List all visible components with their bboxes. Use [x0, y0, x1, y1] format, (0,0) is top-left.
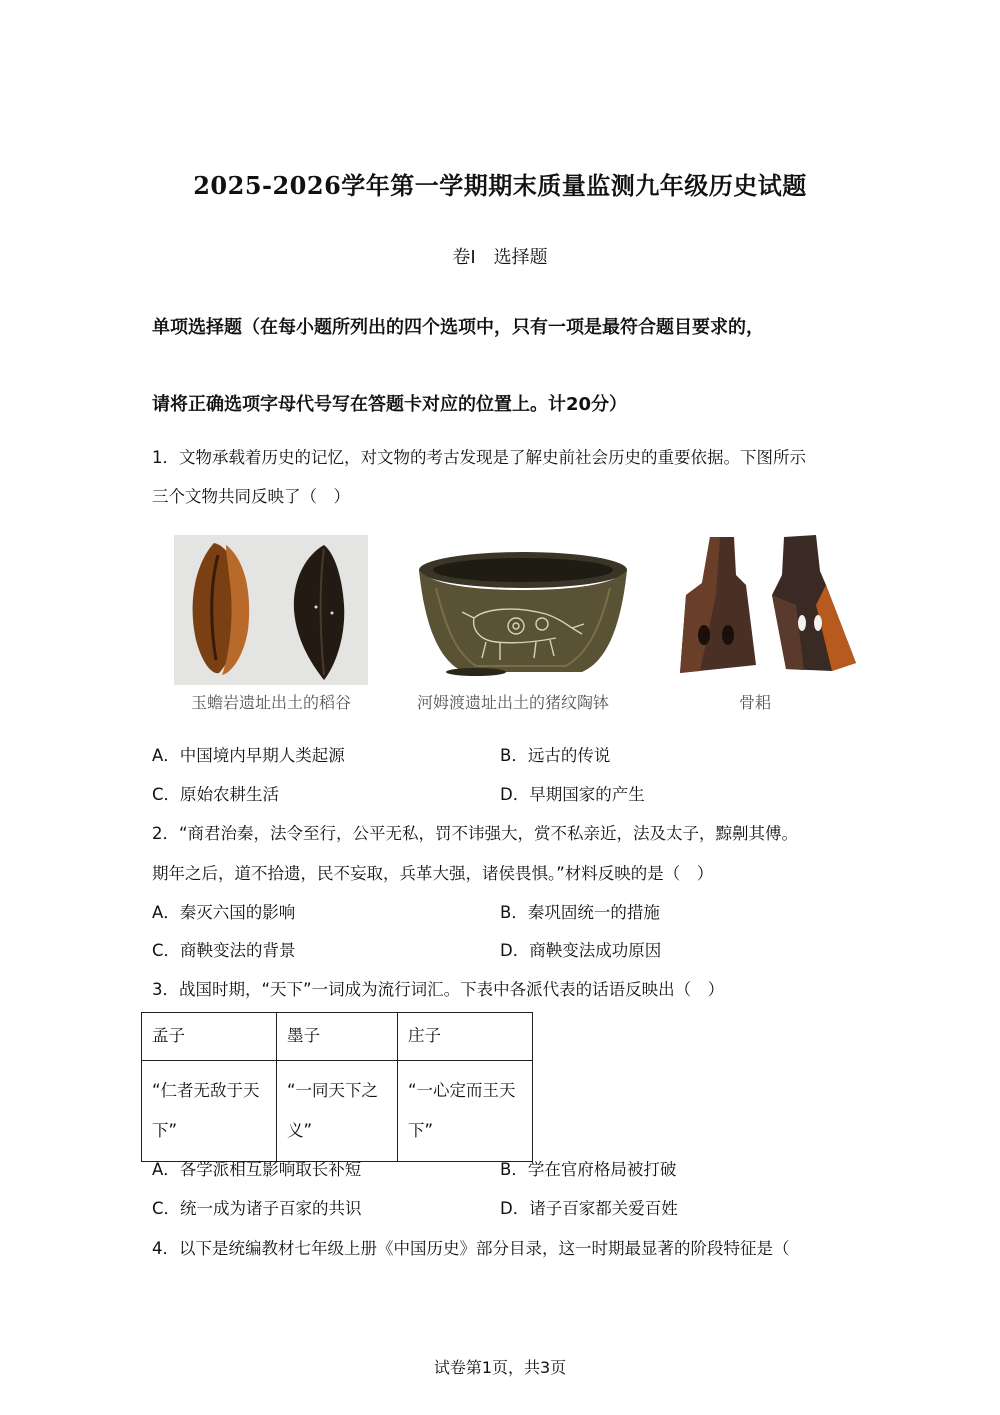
q2-option-b[interactable]: B．秦巩固统一的措施: [500, 903, 660, 922]
q3-quote-table: [141, 1012, 533, 1162]
q2-stem-line-2: 期年之后，道不拾遗，民不妄取，兵革大强，诸侯畏惧。”材料反映的是（ ）: [152, 864, 714, 883]
table-header-mozi: 墨子: [277, 1013, 398, 1061]
instructions-line-1: 单项选择题（在每小题所列出的四个选项中，只有一项是最符合题目要求的，: [152, 317, 764, 338]
q2-option-a[interactable]: A．秦灭六国的影响: [152, 903, 296, 922]
quote-line: “仁者无敌于天: [152, 1081, 260, 1100]
q3-table-header-row: [142, 1013, 533, 1061]
quote-line: 义”: [287, 1121, 313, 1140]
caption-rice-grains: 玉蟾岩遗址出土的稻谷: [190, 693, 351, 712]
quote-line: “一同天下之: [287, 1081, 379, 1100]
table-cell-zhuangzi-quote: [398, 1061, 533, 1162]
quote-line: “一心定而王天: [408, 1081, 516, 1100]
table-header-mencius: 孟子: [142, 1013, 277, 1061]
instructions-line-2: 请将正确选项字母代号写在答题卡对应的位置上。计20分）: [152, 394, 628, 415]
table-header-zhuangzi: 庄子: [398, 1013, 533, 1061]
q1-stem-line-1: 1．文物承载着历史的记忆，对文物的考古发现是了解史前社会历史的重要依据。下图所示: [152, 448, 806, 467]
q3-stem: 3．战国时期，“天下”一词成为流行词汇。下表中各派代表的话语反映出（ ）: [152, 980, 725, 999]
exam-title: 2025-2026学年第一学期期末质量监测九年级历史试题: [193, 171, 807, 200]
q2-stem-line-1: 2．“商君治秦，法令至行，公平无私，罚不讳强大，赏不私亲近，法及太子，黥劓其傅。: [152, 824, 799, 843]
section-heading: 卷Ⅰ 选择题: [452, 247, 548, 268]
q3-option-b[interactable]: B．学在官府格局被打破: [500, 1160, 677, 1179]
q1-option-b[interactable]: B．远古的传说: [500, 746, 611, 765]
q3-table-quote-row: [142, 1061, 533, 1162]
q1-stem-line-2: 三个文物共同反映了（ ）: [152, 487, 350, 506]
q1-option-d[interactable]: D．早期国家的产生: [500, 785, 645, 804]
q4-stem: 4．以下是统编教材七年级上册《中国历史》部分目录，这一时期最显著的阶段特征是（: [152, 1239, 790, 1258]
quote-line: 下”: [408, 1121, 434, 1140]
table-cell-mencius-quote: [142, 1061, 277, 1162]
table-cell-mozi-quote: [277, 1061, 398, 1162]
pottery-bowl-image: [416, 548, 630, 678]
caption-pottery-bowl: 河姆渡遗址出土的猪纹陶钵: [416, 693, 609, 712]
q3-option-a[interactable]: A．各学派相互影响取长补短: [152, 1160, 362, 1179]
q3-option-d[interactable]: D．诸子百家都关爱百姓: [500, 1199, 678, 1218]
q3-option-c[interactable]: C．统一成为诸子百家的共识: [152, 1199, 362, 1218]
q1-option-a[interactable]: A．中国境内早期人类起源: [152, 746, 345, 765]
rice-grains-image: [174, 535, 368, 685]
page-footer: 试卷第1页，共3页: [433, 1358, 567, 1377]
quote-line: 下”: [152, 1121, 178, 1140]
q2-option-d[interactable]: D．商鞅变法成功原因: [500, 941, 662, 960]
q1-option-c[interactable]: C．原始农耕生活: [152, 785, 280, 804]
q2-option-c[interactable]: C．商鞅变法的背景: [152, 941, 296, 960]
bone-spade-image: [676, 535, 860, 685]
caption-bone-spade: 骨耜: [738, 693, 771, 712]
